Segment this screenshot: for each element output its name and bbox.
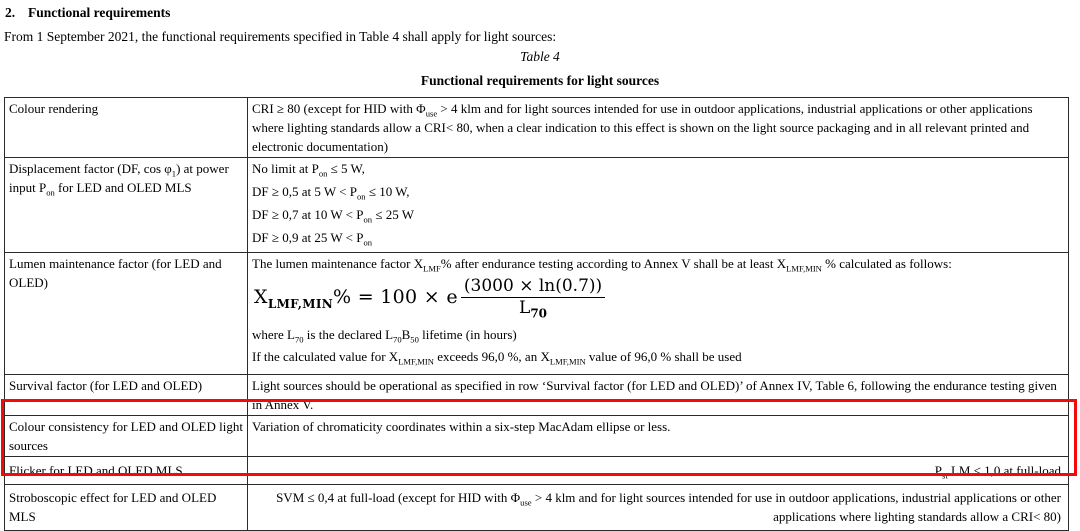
requirement-line: If the calculated value for $X_{LMF,MIN}$ exceeds 96,0 %, an $X_{LMF,MIN}$ value of 96,0 % shall be used <box>252 349 742 367</box>
formula-lhs: $X_{LMF,MIN}\% = 100 \times e$ <box>254 286 458 311</box>
section-heading <box>5 5 170 21</box>
parameter-cell: Flicker for LED and OLED MLS <box>5 457 248 485</box>
requirement-cell <box>248 158 1069 253</box>
table-caption: Table 4 <box>520 49 560 64</box>
parameter-cell: Displacement factor (DF, $\cos \varphi_1$) at power input $P_{on}$ for LED and OLED MLS <box>5 158 248 253</box>
requirement-line: No limit at $P_{on} \le 5$ W, <box>252 161 365 179</box>
parameter-cell: Stroboscopic effect for LED and OLED MLS <box>5 485 248 531</box>
requirement-line: DF ≥ 0,5 at 5 $W < P_{on} \le 10$ W, <box>252 184 410 202</box>
highlight-box <box>1 399 1077 476</box>
formula-numerator: (3000 × ln(0.7)) <box>461 277 605 298</box>
parameter-cell: Lumen maintenance factor (for LED and OLED) <box>5 253 248 375</box>
lmf-formula <box>254 276 1064 321</box>
requirement-cell: Variation of chromaticity coordinates within a six-step MacAdam ellipse or less. <box>248 416 1069 457</box>
parameter-cell: Colour rendering <box>5 98 248 158</box>
requirement-cell: Light sources should be operational as specified in row ‘Survival factor (for LED and OLED)’ of Annex IV, Table 6, following the endurance testing given in Annex V. <box>248 375 1069 416</box>
table-row-stroboscopic-effect <box>5 485 1069 531</box>
table-row-colour-rendering <box>5 98 1069 158</box>
requirement-cell: CRI ≥ 80 (except for HID with $\Phi_{use} > 4$ klm and for light sources intended for use in outdoor applications, industrial applications or other applications where lighting standards allow a CRI< 80, when a clear indication to this effect is shown on the light source packaging and in all relevant printed and electronic documentation) <box>248 98 1069 158</box>
table-row-displacement-factor <box>5 158 1069 253</box>
section-title: Functional requirements <box>28 5 171 20</box>
table-row-lumen-maintenance <box>5 253 1069 375</box>
intro-paragraph: From 1 September 2021, the functional requirements specified in Table 4 shall apply for light sources: <box>4 29 557 44</box>
table-title: Functional requirements for light sources <box>420 73 660 88</box>
requirement-line: DF ≥ 0,9 at 25 $W < P_{on}$ <box>252 230 373 248</box>
requirement-line: The lumen maintenance factor $X_{LMF}\%$ after endurance testing according to Annex V shall be at least $X_{LMF,MIN}$ % calculated as follows: <box>252 256 952 274</box>
section-number: 2. <box>5 5 16 20</box>
requirement-line: DF ≥ 0,7 at 10 $W < P_{on} \le 25$ W <box>252 207 414 225</box>
parameter-cell: Survival factor (for LED and OLED) <box>5 375 248 416</box>
parameter-cell: Colour consistency for LED and OLED light sources <box>5 416 248 457</box>
formula-fraction <box>461 276 605 321</box>
requirement-cell: $P_{st}$ LM ≤ 1,0 at full-load <box>248 457 1069 485</box>
requirement-line: where $L_{70}$ is the declared $L_{70}B_{50}$ lifetime (in hours) <box>252 327 517 345</box>
requirement-cell: SVM ≤ 0,4 at full-load (except for HID with $\Phi_{use} > 4$ klm and for light sources intended for use in outdoor applications, industrial applications or other applications where lighting standards allow a CRI< 80) <box>248 485 1069 531</box>
requirement-cell <box>248 253 1069 375</box>
formula-denominator: $L_{70}$ <box>519 298 548 321</box>
